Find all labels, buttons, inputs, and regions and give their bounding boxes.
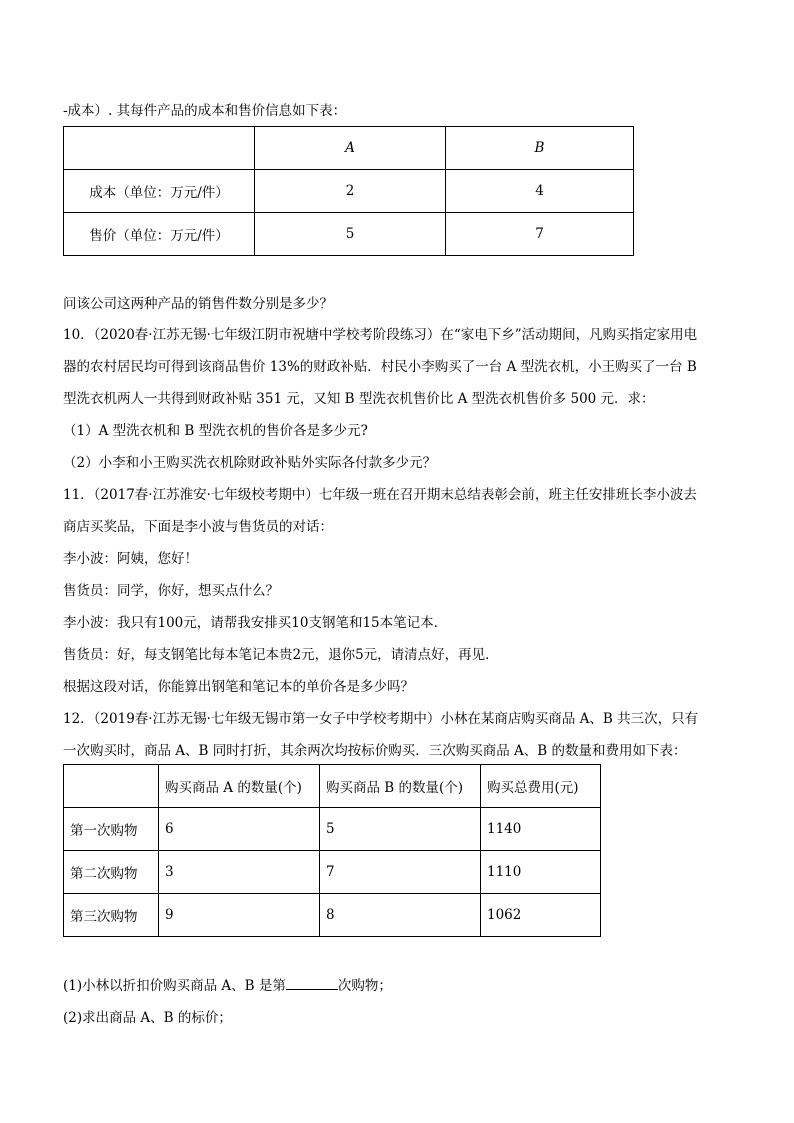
q10-sub1: （1）A 型洗衣机和 B 型洗衣机的售价各是多少元? <box>63 423 368 439</box>
q12-line: 一次购买时，商品 A、B 同时打折，其余两次均按标价购买．三次购买商品 A、B 的数量和费用如下表： <box>63 743 687 759</box>
table-header-cell: A <box>255 127 446 170</box>
q10-line: 器的农村居民均可得到该商品售价 13%的财政补贴．村民小李购买了一台 A 型洗衣机，小王购买了一台 B <box>63 359 697 375</box>
table-header-cell: 购买商品 B 的数量(个) <box>320 765 481 808</box>
q10-sub2: （2）小李和小王购买洗衣机除财政补贴外实际各付款多少元？ <box>63 455 437 471</box>
table-row <box>64 894 601 937</box>
table-cell: 6 <box>159 808 320 851</box>
q10-line: 型洗衣机两人一共得到财政补贴 351 元，又知 B 型洗衣机售价比 A 型洗衣机售价多 500 元．求： <box>63 391 655 407</box>
table-header-cell: B <box>446 127 634 170</box>
cost-price-table <box>63 126 634 256</box>
q12-line: 12．（2019春·江苏无锡·七年级无锡市第一女子中学校考期中）小林在某商店购买商品 A、B 共三次，只有 <box>63 711 699 727</box>
purchase-table <box>63 764 601 937</box>
q12-part1-prefix: (1)小林以折扣价购买商品 A、B 是第 <box>63 978 286 994</box>
table-cell: 3 <box>159 851 320 894</box>
table-row <box>64 851 601 894</box>
table-cell: 5 <box>255 213 446 256</box>
q10-line: 10．（2020春·江苏无锡·七年级江阴市祝塘中学校考阶段练习）在“家电下乡”活动期间，凡购买指定家用电 <box>63 327 698 343</box>
table-cell: 第一次购物 <box>64 808 159 851</box>
table-cell: 7 <box>320 851 481 894</box>
table-cell: 5 <box>320 808 481 851</box>
table-row <box>64 170 634 213</box>
table-cell: 1062 <box>481 894 601 937</box>
table-cell: 售价（单位：万元/件） <box>64 213 255 256</box>
table-cell: 7 <box>446 213 634 256</box>
q12-part1-suffix: 次购物； <box>337 978 392 994</box>
table-cell: 成本（单位：万元/件） <box>64 170 255 213</box>
table-row <box>64 808 601 851</box>
intro-line: -成本）. 其每件产品的成本和售价信息如下表： <box>63 103 347 119</box>
table-cell: 1140 <box>481 808 601 851</box>
table-header-cell <box>64 765 159 808</box>
table-cell: 1110 <box>481 851 601 894</box>
table-cell: 8 <box>320 894 481 937</box>
table-row <box>64 765 601 808</box>
q11-line: 11．（2017春·江苏淮安·七年级校考期中）七年级一班在召开期末总结表彰会前，班主任安排班长李小波去 <box>63 487 697 503</box>
q12-part1 <box>63 975 392 996</box>
dialogue-line: 售货员：同学，你好，想买点什么？ <box>63 583 279 599</box>
dialogue-line: 售货员：好，每支钢笔比每本笔记本贵2元，退你5元，请清点好，再见． <box>63 647 499 663</box>
q11-line: 商店买奖品，下面是李小波与售货员的对话： <box>63 519 333 535</box>
table-header-cell: 购买总费用(元) <box>481 765 601 808</box>
table-header-cell: 购买商品 A 的数量(个) <box>159 765 320 808</box>
table-cell: 9 <box>159 894 320 937</box>
table-row <box>64 213 634 256</box>
table-cell: 2 <box>255 170 446 213</box>
table-row <box>64 127 634 170</box>
answer-blank <box>286 975 338 990</box>
q12-part2: (2)求出商品 A、B 的标价； <box>63 1010 232 1026</box>
table-cell: 4 <box>446 170 634 213</box>
table-cell: 第二次购物 <box>64 851 159 894</box>
dialogue-line: 李小波：我只有100元，请帮我安排买10支钢笔和15本笔记本． <box>63 615 448 631</box>
dialogue-line: 李小波：阿姨，您好！ <box>63 551 198 567</box>
table-header-cell <box>64 127 255 170</box>
q9-question: 问该公司这两种产品的销售件数分别是多少？ <box>63 296 333 312</box>
table-cell: 第三次购物 <box>64 894 159 937</box>
q11-question: 根据这段对话，你能算出钢笔和笔记本的单价各是多少吗？ <box>63 679 414 695</box>
